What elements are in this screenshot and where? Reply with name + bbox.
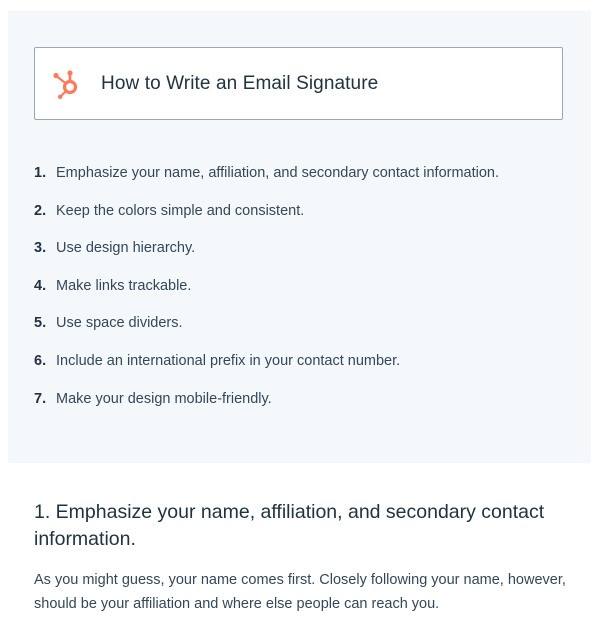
toc-item-link[interactable]: Keep the colors simple and consistent.	[56, 202, 305, 219]
section-heading: 1. Emphasize your name, affiliation, and secondary contact information.	[34, 501, 545, 550]
toc-list	[34, 165, 499, 428]
toc-item-number: 4.	[34, 277, 47, 294]
toc-item[interactable]	[34, 203, 499, 241]
toc-item-link[interactable]: Use design hierarchy.	[56, 240, 196, 257]
toc-item-number: 1.	[34, 165, 47, 181]
toc-item-number: 2.	[34, 202, 47, 219]
toc-item[interactable]	[34, 353, 499, 391]
hubspot-sprocket-icon	[49, 67, 83, 101]
toc-item-number: 3.	[34, 240, 47, 257]
toc-header	[34, 47, 563, 120]
toc-item-link[interactable]: Use space dividers.	[56, 315, 183, 332]
toc-item-link[interactable]: Make links trackable.	[56, 277, 192, 294]
toc-item-link[interactable]: Emphasize your name, affiliation, and secondary contact information.	[56, 165, 500, 181]
toc-item-link[interactable]: Include an international prefix in your contact number.	[56, 352, 401, 369]
toc-item-link[interactable]: Make your design mobile-friendly.	[56, 390, 272, 407]
toc-item-number: 5.	[34, 315, 47, 332]
toc-item[interactable]	[34, 315, 499, 353]
toc-item[interactable]	[34, 278, 499, 316]
section-body-text: As you might guess, your name comes first. Closely following your name, however, should be your affiliation and where else people can reach you.	[34, 572, 566, 612]
toc-item[interactable]	[34, 391, 499, 429]
toc-item[interactable]	[34, 165, 499, 203]
toc-item[interactable]	[34, 240, 499, 278]
toc-title: How to Write an Email Signature	[101, 72, 379, 94]
table-of-contents	[8, 11, 591, 463]
toc-item-number: 6.	[34, 352, 47, 369]
toc-item-number: 7.	[34, 390, 47, 407]
